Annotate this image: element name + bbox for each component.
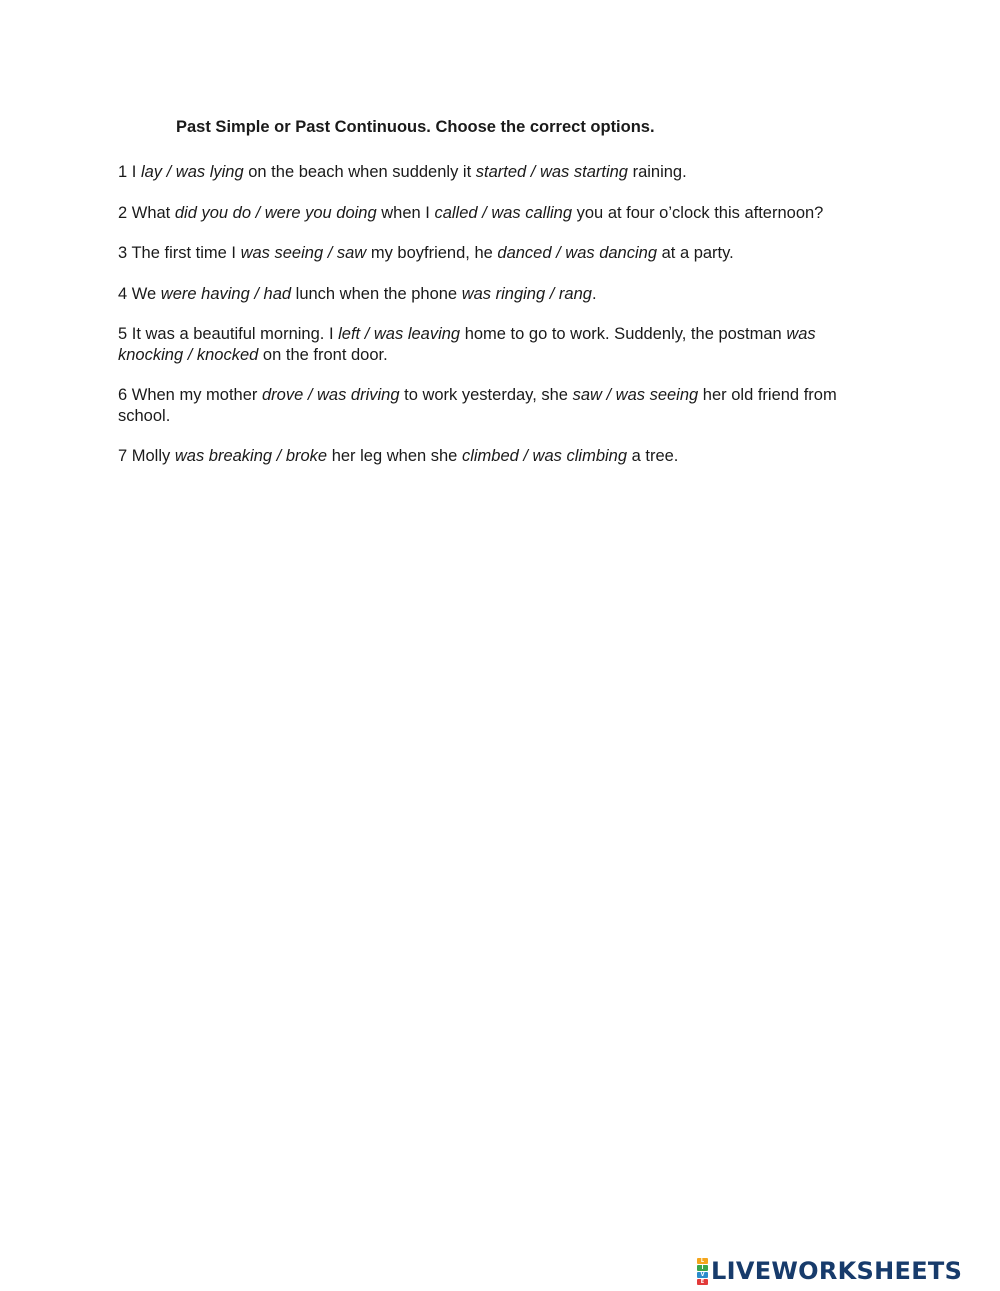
question-text: on the beach when suddenly it bbox=[243, 163, 476, 181]
answer-options[interactable]: lay / was lying bbox=[140, 163, 244, 181]
logo-block-4: E bbox=[697, 1279, 708, 1285]
question-text: my boyfriend, he bbox=[366, 244, 498, 262]
answer-options[interactable]: climbed / was climbing bbox=[461, 447, 628, 465]
answer-options[interactable]: was knocking / knocked bbox=[118, 325, 816, 364]
question-4 bbox=[118, 284, 878, 305]
answer-options[interactable]: did you do / were you doing bbox=[174, 203, 377, 222]
logo-block-3: V bbox=[697, 1272, 708, 1278]
answer-options[interactable]: called / was calling bbox=[434, 203, 573, 222]
question-list bbox=[118, 162, 878, 487]
question-text: to work yesterday, she bbox=[399, 386, 573, 404]
question-text: you at four o’clock this afternoon? bbox=[572, 203, 824, 222]
question-text: 2 What bbox=[118, 203, 175, 222]
worksheet-title: Past Simple or Past Continuous. Choose the correct options. bbox=[176, 118, 655, 136]
answer-options[interactable]: left / was leaving bbox=[338, 325, 461, 343]
answer-options[interactable]: danced / was dancing bbox=[497, 244, 658, 262]
question-text: lunch when the phone bbox=[291, 284, 462, 303]
question-text: on the front door. bbox=[258, 345, 388, 364]
question-text: 5 It was a beautiful morning. I bbox=[118, 325, 339, 343]
answer-options[interactable]: was seeing / saw bbox=[240, 244, 367, 262]
question-text: a tree. bbox=[627, 447, 679, 465]
answer-options[interactable]: drove / was driving bbox=[261, 386, 400, 404]
question-text: when I bbox=[376, 203, 435, 222]
answer-options[interactable]: was breaking / broke bbox=[174, 447, 328, 465]
question-text: . bbox=[591, 284, 597, 303]
question-text: raining. bbox=[627, 163, 687, 181]
liveworksheets-logo bbox=[697, 1257, 962, 1285]
answer-options[interactable]: was ringing / rang bbox=[461, 284, 592, 303]
question-text: 6 When my mother bbox=[118, 386, 262, 404]
question-6 bbox=[118, 385, 878, 426]
logo-block-2: I bbox=[697, 1265, 708, 1271]
question-3 bbox=[118, 243, 878, 264]
question-text: her leg when she bbox=[327, 447, 462, 465]
question-text: her old friend from school. bbox=[118, 386, 837, 425]
logo-blocks-icon bbox=[697, 1258, 708, 1285]
question-text: 4 We bbox=[118, 284, 161, 303]
question-text: 3 The first time I bbox=[118, 244, 241, 262]
answer-options[interactable]: started / was starting bbox=[475, 163, 628, 181]
logo-text: LIVEWORKSHEETS bbox=[711, 1257, 963, 1285]
question-5 bbox=[118, 324, 878, 365]
question-text: home to go to work. Suddenly, the postman bbox=[460, 325, 787, 343]
answer-options[interactable]: were having / had bbox=[160, 284, 292, 303]
logo-block-1: L bbox=[697, 1258, 708, 1264]
question-1 bbox=[118, 162, 878, 183]
answer-options[interactable]: saw / was seeing bbox=[572, 386, 699, 404]
question-text: at a party. bbox=[657, 244, 734, 262]
question-text: 7 Molly bbox=[118, 447, 175, 465]
question-7 bbox=[118, 446, 878, 467]
question-2 bbox=[118, 203, 878, 224]
question-text: 1 I bbox=[118, 163, 141, 181]
